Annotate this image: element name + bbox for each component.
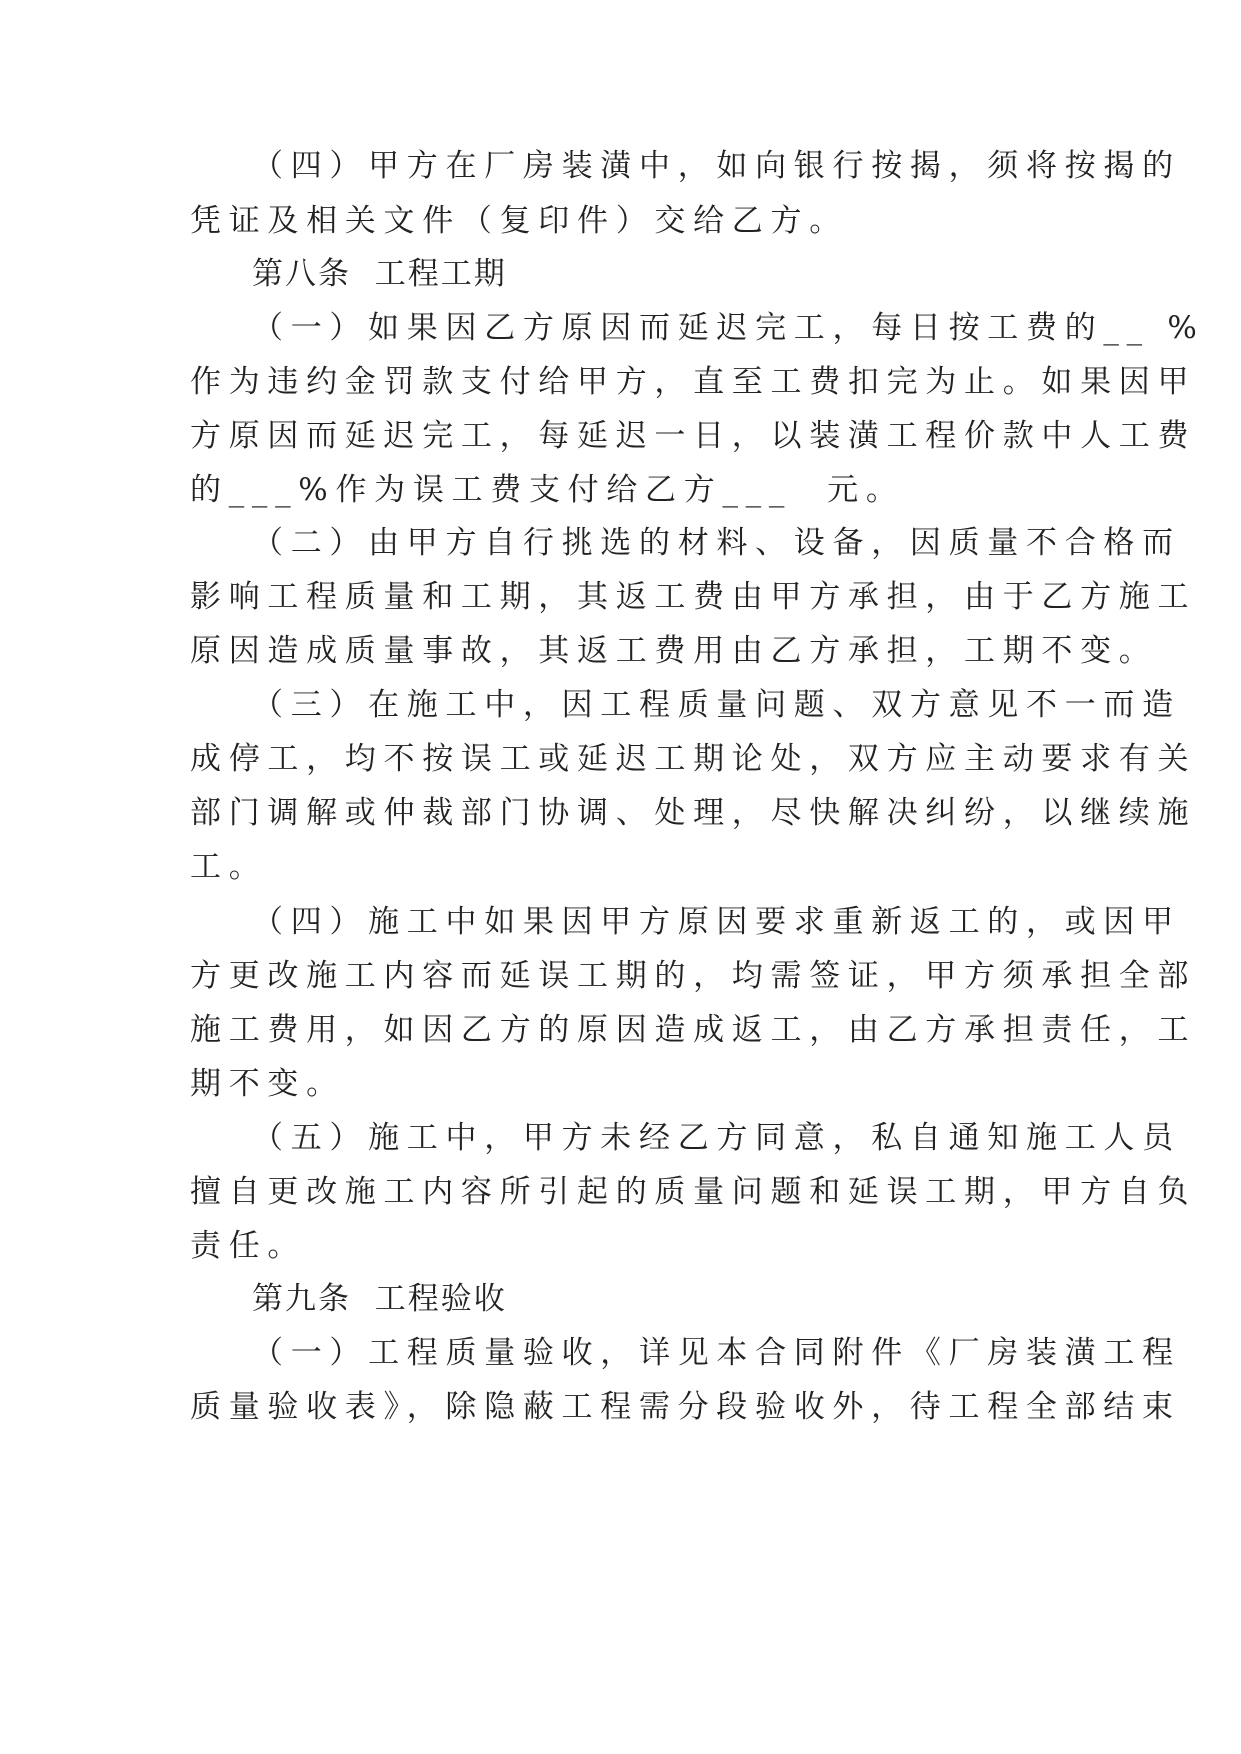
section-heading: 第九条 工程验收	[252, 1281, 507, 1317]
paragraph-line: 作为违约金罚款支付给甲方，直至工费扣完为止。如果因甲	[190, 364, 1197, 400]
paragraph-line: 工。	[190, 849, 268, 885]
paragraph-line: 凭证及相关文件（复印件）交给乙方。	[190, 203, 848, 239]
paragraph-line: 责任。	[190, 1228, 307, 1264]
paragraph-line: 成停工，均不按误工或延迟工期论处，双方应主动要求有关	[190, 741, 1197, 777]
section-heading: 第八条 工程工期	[252, 256, 507, 292]
paragraph-line: 质量验收表》，除隐蔽工程需分段验收外，待工程全部结束	[190, 1389, 1181, 1425]
paragraph-line: 方更改施工内容而延误工期的，均需签证，甲方须承担全部	[190, 958, 1197, 994]
paragraph-line: 部门调解或仲裁部门协调、处理，尽快解决纠纷，以继续施	[190, 795, 1197, 831]
paragraph-line: 影响工程质量和工期，其返工费由甲方承担，由于乙方施工	[190, 579, 1197, 615]
paragraph-line: （四）甲方在厂房装潢中，如向银行按揭，须将按揭的	[252, 148, 1181, 184]
paragraph-line: 的___%作为误工费支付给乙方___ 元。	[190, 472, 905, 508]
paragraph-line: （四）施工中如果因甲方原因要求重新返工的，或因甲	[252, 904, 1181, 940]
paragraph-line: （一）工程质量验收，详见本合同附件《厂房装潢工程	[252, 1335, 1181, 1371]
paragraph-line: （一）如果因乙方原因而延迟完工，每日按工费的__ %	[252, 310, 1205, 346]
paragraph-line: 施工费用，如因乙方的原因造成返工，由乙方承担责任，工	[190, 1012, 1197, 1048]
paragraph-line: 方原因而延迟完工，每延迟一日，以装潢工程价款中人工费	[190, 418, 1197, 454]
paragraph-line: 期不变。	[190, 1066, 345, 1102]
paragraph-line: （三）在施工中，因工程质量问题、双方意见不一而造	[252, 687, 1181, 723]
paragraph-line: 擅自更改施工内容所引起的质量问题和延误工期，甲方自负	[190, 1174, 1197, 1210]
paragraph-line: （二）由甲方自行挑选的材料、设备，因质量不合格而	[252, 525, 1181, 561]
paragraph-line: （五）施工中，甲方未经乙方同意，私自通知施工人员	[252, 1120, 1181, 1156]
paragraph-line: 原因造成质量事故，其返工费用由乙方承担，工期不变。	[190, 633, 1158, 669]
